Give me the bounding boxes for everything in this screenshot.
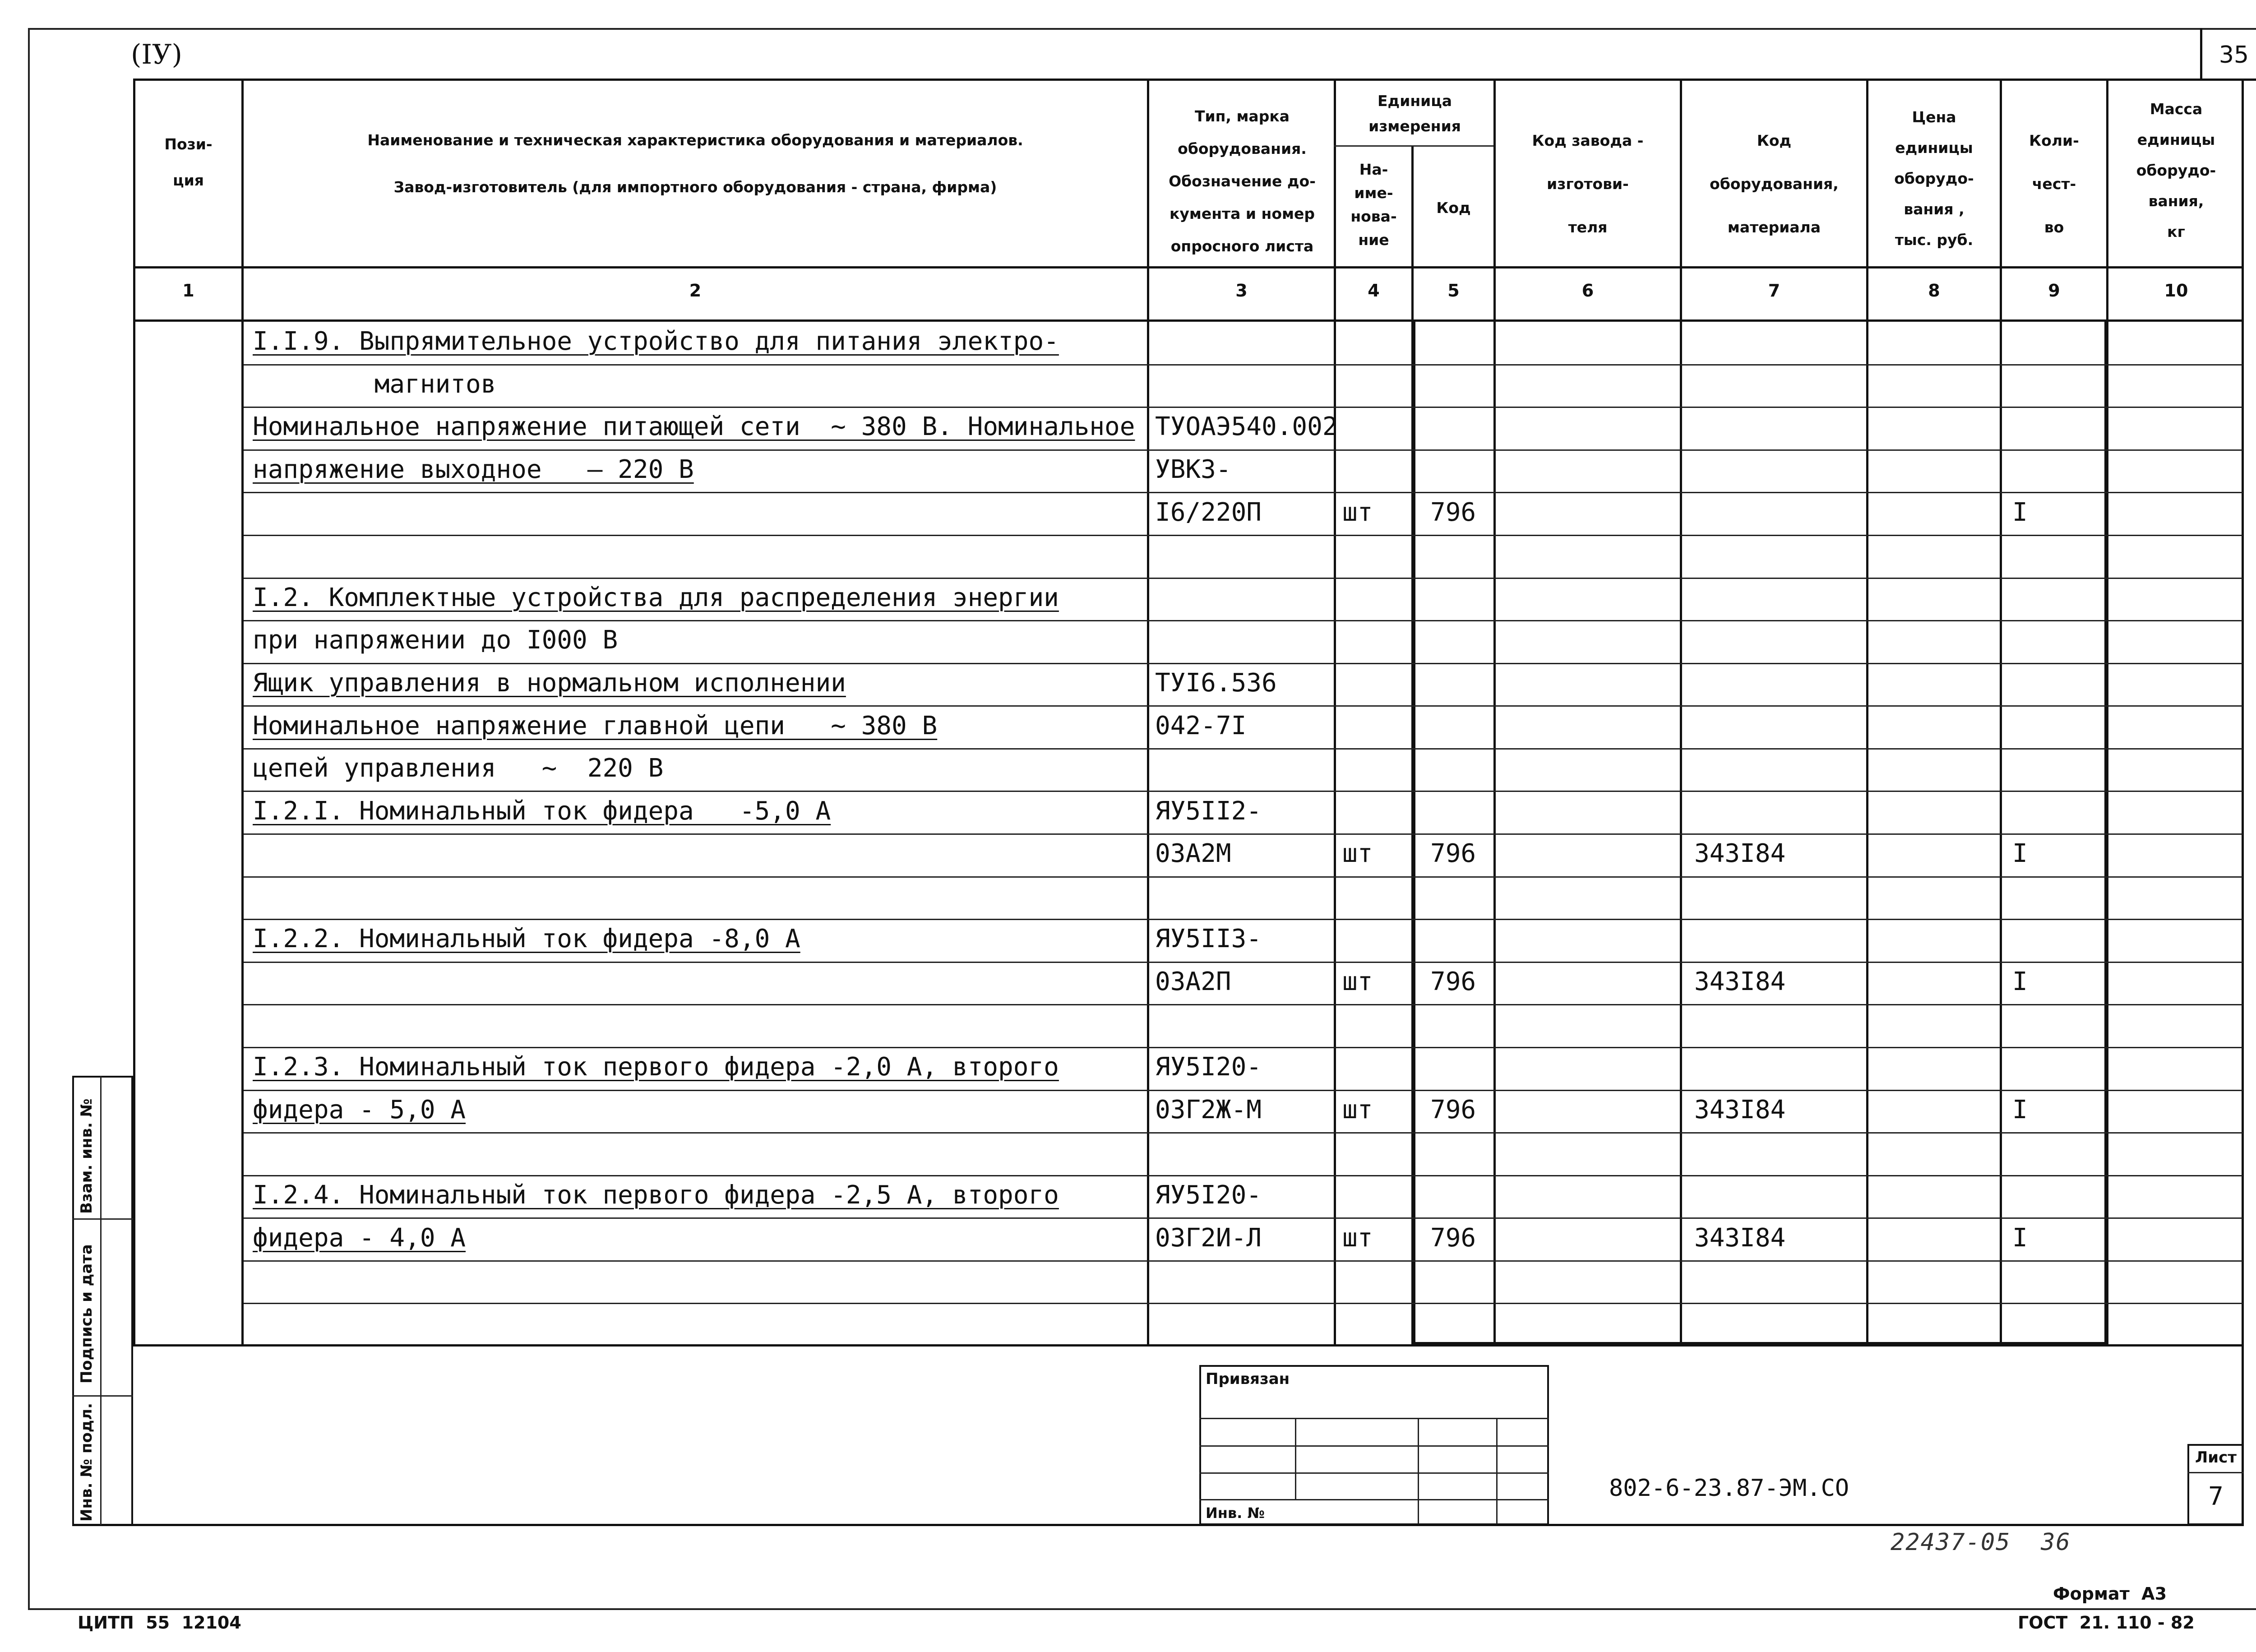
side-label-inv-podl: Инв. № подл. — [78, 1402, 96, 1522]
privyazan-label: Привязан — [1206, 1370, 1290, 1388]
row-line — [244, 1260, 2242, 1262]
colnum-1: 1 — [182, 281, 194, 301]
header-price: Цена единицы оборудо- вания , тыс. руб. — [1894, 108, 1974, 249]
row-name: I.2. Комплектные устройства для распределения энергии — [253, 583, 1059, 612]
row-type: 03Г2Ж-М — [1155, 1095, 1262, 1124]
row-line — [244, 1004, 2242, 1005]
row-unit: шт — [1342, 498, 1373, 527]
row-type: ТУI6.536 — [1155, 668, 1277, 698]
col-line-7 — [1866, 79, 1868, 1347]
row-unit-code: 796 — [1430, 1095, 1476, 1124]
list-label: Лист — [2195, 1448, 2237, 1467]
row-line — [244, 876, 2242, 878]
row-material-code: 343I84 — [1694, 967, 1786, 996]
tb-vline-1 — [1295, 1418, 1296, 1499]
row-type: 03Г2И-Л — [1155, 1223, 1262, 1253]
row-quantity: I — [2012, 1095, 2028, 1124]
col-line-3 — [1334, 79, 1336, 1347]
format-label: Формат А3 — [2053, 1584, 2167, 1604]
row-type: УВКЗ- — [1155, 455, 1231, 484]
doc-code: 802-6-23.87-ЭМ.СО — [1609, 1475, 1849, 1502]
row-unit-code: 796 — [1430, 1223, 1476, 1253]
side-divider — [100, 1076, 102, 1525]
inv-no-label: Инв. № — [1206, 1504, 1265, 1522]
row-line — [244, 962, 2242, 963]
unit-group-divider — [1334, 145, 1493, 147]
row-line — [244, 492, 2242, 493]
row-line — [244, 791, 2242, 792]
row-line — [244, 919, 2242, 920]
row-name: Номинальное напряжение главной цепи ~ 380 В — [253, 711, 938, 740]
header-name-line2: Завод-изготовитель (для импортного оборудования - страна, фирма) — [393, 178, 997, 196]
handwritten-number: 22437-05 36 — [1891, 1529, 2071, 1556]
row-unit-code: 796 — [1430, 498, 1476, 527]
colnum-7: 7 — [1768, 281, 1780, 301]
col-line-8 — [2000, 79, 2002, 1347]
row-line — [244, 1047, 2242, 1048]
gost-label: ГОСТ 21. 110 - 82 — [2018, 1613, 2195, 1633]
row-type: ТУОАЭ540.002 — [1155, 412, 1338, 441]
ctp-label: ЦИТП 55 12104 — [78, 1613, 241, 1633]
header-unit-name: На- име- нова- ние — [1350, 161, 1397, 249]
row-line — [244, 705, 2242, 707]
row-material-code: 343I84 — [1694, 1223, 1786, 1253]
colnum-4: 4 — [1368, 281, 1380, 301]
tb-vline-2 — [1418, 1418, 1419, 1525]
block-left — [1411, 320, 1415, 1346]
header-plant-code: Код завода - изготови- теля — [1532, 132, 1644, 236]
col-line-2 — [1147, 79, 1149, 1347]
row-line — [244, 1217, 2242, 1219]
header-mass: Масса единицы оборудо- вания, кг — [2136, 100, 2216, 241]
block-right — [2104, 320, 2108, 1346]
row-material-code: 343I84 — [1694, 1095, 1786, 1124]
colnum-3: 3 — [1235, 281, 1248, 301]
row-unit: шт — [1342, 1223, 1373, 1253]
row-name: фидера - 5,0 А — [253, 1095, 466, 1124]
row-name: I.2.4. Номинальный ток первого фидера -2,5 А, второго — [253, 1180, 1059, 1210]
row-type: ЯУ5I20- — [1155, 1052, 1262, 1082]
row-quantity: I — [2012, 967, 2028, 996]
row-name: I.2.3. Номинальный ток первого фидера -2,0 А, второго — [253, 1052, 1059, 1082]
header-unit-code: Код — [1436, 199, 1471, 217]
row-name: при напряжении до I000 В — [253, 625, 618, 655]
doc-bottom-line — [72, 1524, 2244, 1526]
header-bottom — [133, 266, 2244, 268]
row-unit-code: 796 — [1430, 839, 1476, 868]
list-divider — [2187, 1472, 2244, 1473]
header-quantity: Коли- чест- во — [2029, 132, 2079, 236]
row-type: 03А2М — [1155, 839, 1231, 868]
side-h-2 — [72, 1395, 133, 1397]
row-type: ЯУ5I20- — [1155, 1180, 1262, 1210]
row-name: I.2.I. Номинальный ток фидера -5,0 А — [253, 796, 831, 826]
row-type: ЯУ5II3- — [1155, 924, 1262, 953]
colnum-2: 2 — [689, 281, 702, 301]
row-quantity: I — [2012, 839, 2028, 868]
col-line-6 — [1680, 79, 1682, 1347]
row-line — [244, 833, 2242, 835]
side-h-1 — [72, 1218, 133, 1220]
row-name: Номинальное напряжение питающей сети ~ 380 В. Номинальное — [253, 412, 1135, 441]
colnum-9: 9 — [2048, 281, 2060, 301]
sheet-marker: (IУ) — [131, 39, 182, 70]
list-number: 7 — [2208, 1482, 2224, 1511]
row-quantity: I — [2012, 498, 2028, 527]
row-name: Ящик управления в нормальном исполнении — [253, 668, 846, 698]
header-type: Тип, марка оборудования. Обозначение до- кумента и номер опросного листа — [1169, 107, 1316, 255]
row-name: цепей управления ~ 220 В — [253, 754, 664, 783]
block-bottom — [1411, 1342, 2108, 1346]
row-unit: шт — [1342, 967, 1373, 996]
row-line — [244, 1090, 2242, 1091]
colnum-10: 10 — [2164, 281, 2188, 301]
row-type: 03А2П — [1155, 967, 1231, 996]
colnum-8: 8 — [1928, 281, 1940, 301]
page-number: 35 — [2219, 42, 2249, 69]
header-equipment-code: Код оборудования, материала — [1710, 132, 1839, 236]
header-name-line1: Наименование и техническая характеристика оборудования и материалов. — [367, 131, 1023, 149]
row-name: I.2.2. Номинальный ток фидера -8,0 А — [253, 924, 800, 953]
row-name: магнитов — [253, 370, 496, 399]
row-line — [244, 663, 2242, 664]
row-name: фидера - 4,0 А — [253, 1223, 466, 1253]
side-label-podpis: Подпись и дата — [78, 1244, 96, 1384]
row-line — [244, 449, 2242, 451]
row-unit-code: 796 — [1430, 967, 1476, 996]
tb-vline-3 — [1496, 1418, 1498, 1525]
row-quantity: I — [2012, 1223, 2028, 1253]
header-position: Пози- ция — [164, 135, 213, 189]
side-label-vzam: Взам. инв. № — [78, 1098, 96, 1214]
row-line — [244, 748, 2242, 750]
row-line — [244, 1175, 2242, 1176]
colnum-5: 5 — [1447, 281, 1460, 301]
row-line — [244, 364, 2242, 366]
row-line — [244, 620, 2242, 621]
row-type: I6/220П — [1155, 498, 1262, 527]
row-line — [244, 1303, 2242, 1304]
col-line-5 — [1493, 79, 1496, 1347]
row-material-code: 343I84 — [1694, 839, 1786, 868]
row-line — [244, 578, 2242, 579]
row-name: напряжение выходное — 220 В — [253, 455, 694, 484]
row-name: I.I.9. Выпрямительное устройство для питания электро- — [253, 327, 1059, 356]
row-type: ЯУ5II2- — [1155, 796, 1262, 826]
numbers-bottom — [133, 319, 2244, 322]
colnum-6: 6 — [1581, 281, 1594, 301]
col-line-1 — [241, 79, 244, 1347]
row-line — [244, 1132, 2242, 1134]
row-unit: шт — [1342, 839, 1373, 868]
row-type: 042-7I — [1155, 711, 1247, 740]
row-line — [244, 535, 2242, 536]
header-unit-group: Единица измерения — [1368, 92, 1461, 135]
row-line — [244, 407, 2242, 408]
row-unit: шт — [1342, 1095, 1373, 1124]
